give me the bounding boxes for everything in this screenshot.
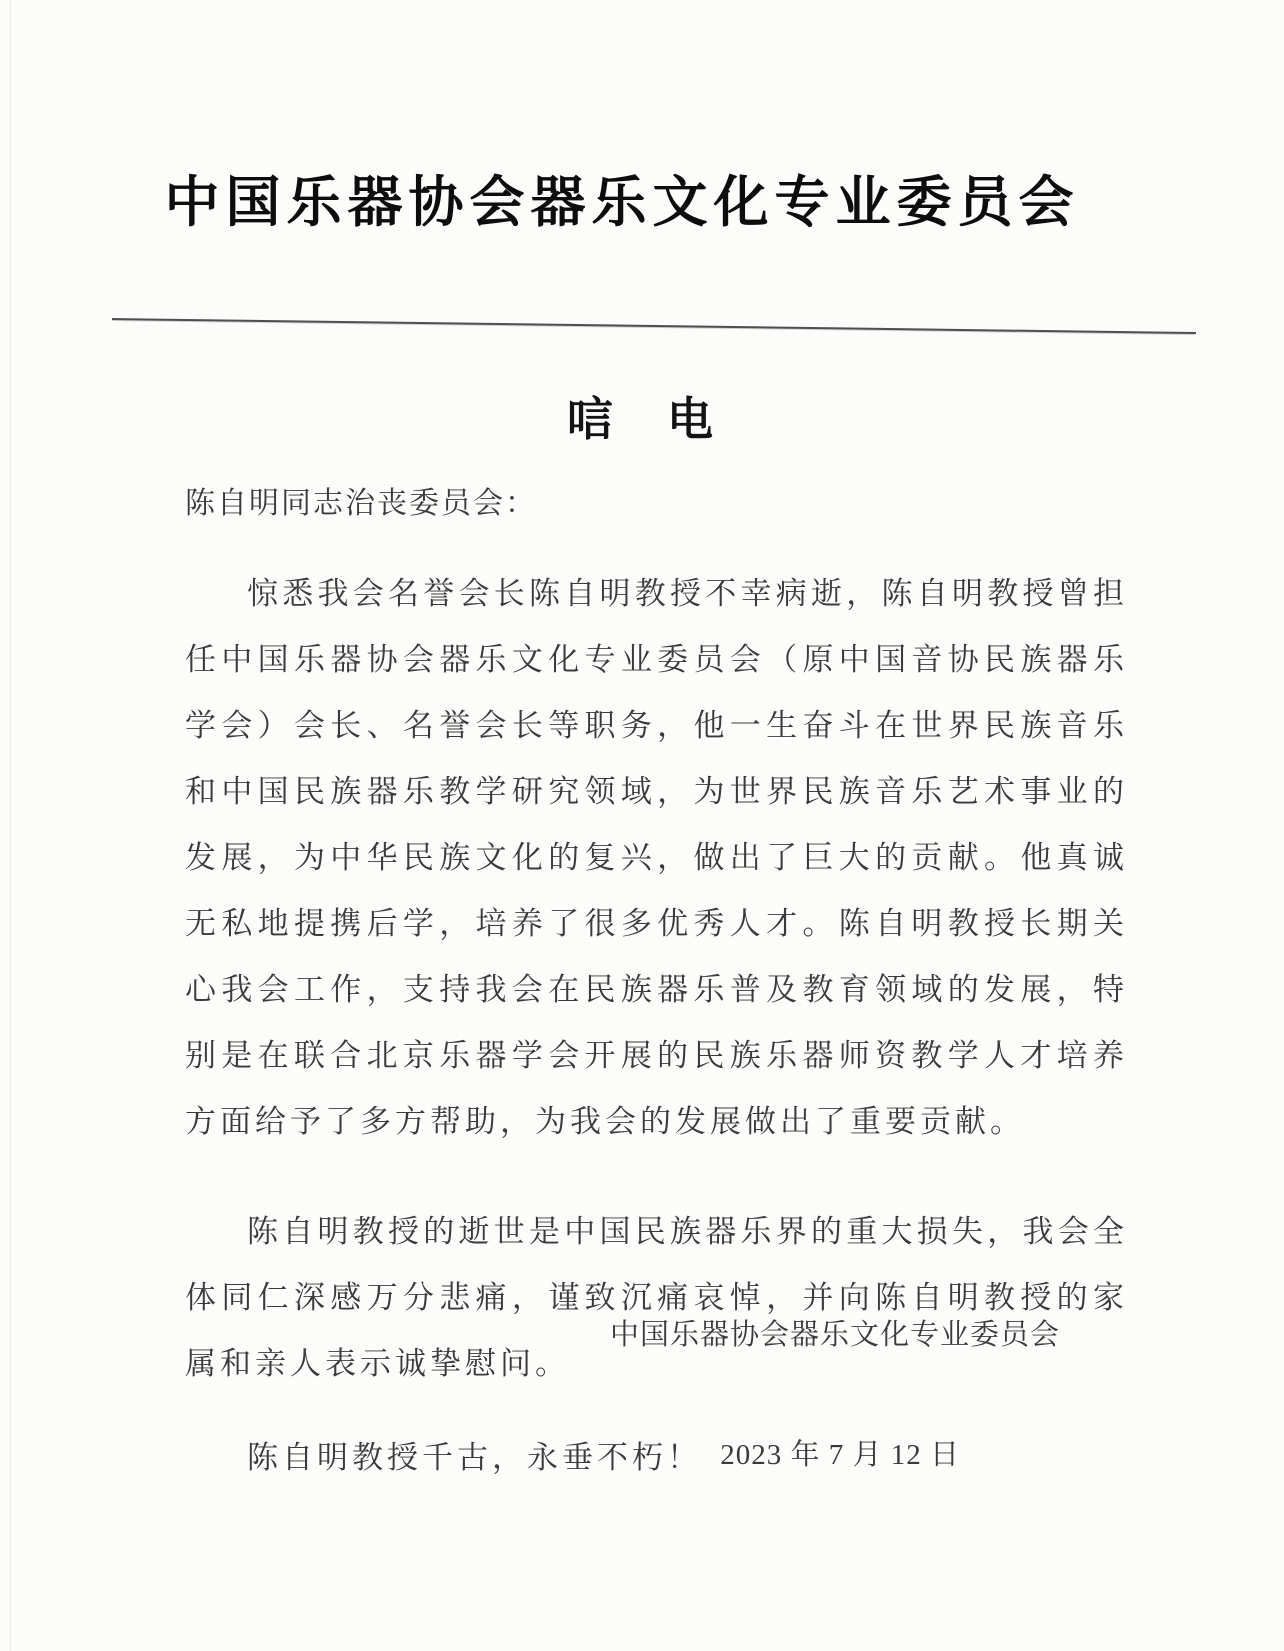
letter-title: 唁 电 — [567, 394, 717, 445]
letterhead-divider — [112, 318, 1196, 334]
letter-paragraph: 惊悉我会名誉会长陈自明教授不幸病逝，陈自明教授曾担任中国乐器协会器乐文化专业委员会（原中国音协民族器乐学会）会长、名誉会长等职务，他一生奋斗在世界民族音乐和中国民族器乐教学研究领域，为世界民族音乐艺术事业的发展，为中华民族文化的复兴，做出了巨大的贡献。他真诚无私地提携后学，培养了很多优秀人才。陈自明教授长期关心我会工作，支持我会在民族器乐普及教育领域的发展，特别是在联合北京乐器学会开展的民族乐器师资教学人才培养方面给予了多方帮助，为我会的发展做出了重要贡献。 — [185, 576, 1128, 1139]
letter-date: 2023 年 7 月 12 日 — [720, 1439, 960, 1471]
page-edge-shadow — [10, 0, 11, 1651]
signature-org-name: 中国乐器协会器乐文化专业委员会 — [609, 1319, 1060, 1351]
letterhead-org-name: 中国乐器协会器乐文化专业委员会 — [164, 172, 1080, 233]
letter-paragraph: 陈自明教授千古，永垂不朽！ — [247, 1440, 702, 1475]
letter-paragraph: 陈自明教授的逝世是中国民族器乐界的重大损失，我会全体同仁深感万分悲痛，谨致沉痛哀悼，并向陈自明教授的家属和亲人表示诚挚慰问。 — [185, 1214, 1128, 1381]
salutation: 陈自明同志治丧委员会： — [185, 487, 537, 520]
